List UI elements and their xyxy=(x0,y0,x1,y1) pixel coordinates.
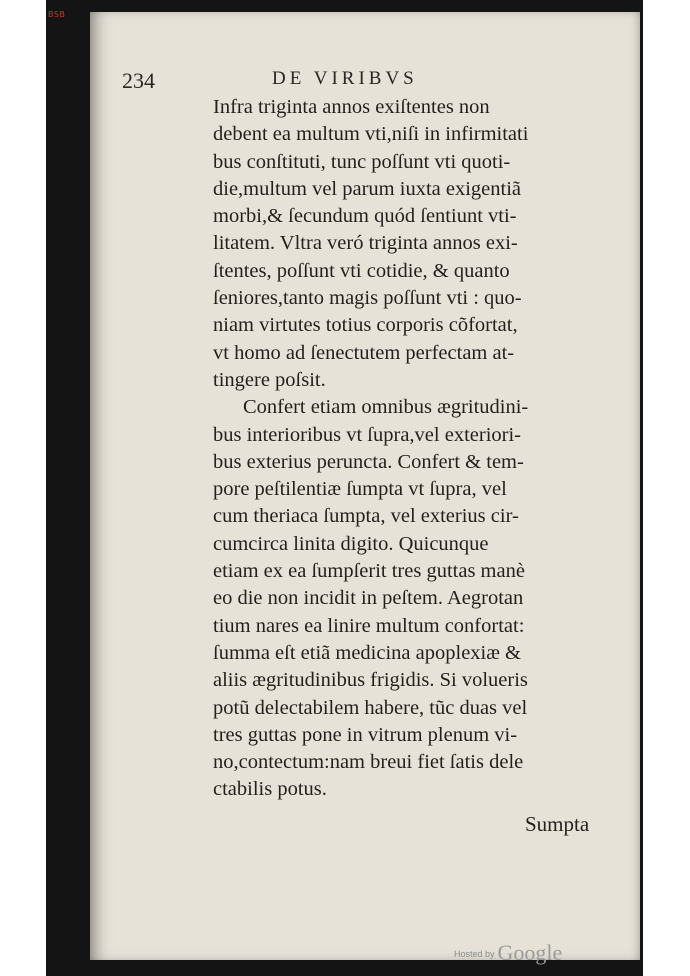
library-stamp: BSB xyxy=(48,10,66,19)
text-line: die,multum vel parum iuxta exigentiã xyxy=(213,177,521,200)
text-line: bus conſtituti, tunc poſſunt vti quoti- xyxy=(213,150,511,173)
running-title: DE VIRIBVS xyxy=(272,68,418,89)
running-head xyxy=(122,68,552,94)
text-line: vt homo ad ſenectutem perfectam at- xyxy=(213,341,515,364)
text-line: aliis ægritudinibus frigidis. Si volueris xyxy=(213,669,528,692)
text-line: cum theriaca ſumpta, vel exterius cir- xyxy=(213,505,519,528)
text-line: tingere poſsit. xyxy=(213,368,326,391)
text-line: ſeniores,tanto magis poſſunt vti : quo- xyxy=(213,287,522,310)
text-line: pore peſtilentiæ ſumpta vt ſupra, vel xyxy=(213,478,507,501)
text-line: debent ea multum vti,niſi in infirmitati xyxy=(213,123,529,146)
hosted-by-google xyxy=(454,940,562,966)
text-line: eo die non incidit in peſtem. Aegrotan xyxy=(213,587,524,610)
page-number: 234 xyxy=(122,68,155,93)
text-line: potũ delectabilem habere, tũc duas vel xyxy=(213,696,528,719)
body-text xyxy=(213,94,617,804)
text-line: no,contectum:nam breui fiet ſatis dele xyxy=(213,751,524,774)
text-line: bus exterius peruncta. Confert & tem- xyxy=(213,450,524,473)
text-line: litatem. Vltra veró triginta annos exi- xyxy=(213,232,518,255)
catchword: Sumpta xyxy=(525,812,590,836)
text-line: Infra triginta annos exiſtentes non xyxy=(213,96,490,118)
text-line: ſtentes, poſſunt vti cotidie, & quanto xyxy=(213,259,510,282)
text-line: Confert etiam omnibus ægritudini- xyxy=(243,396,529,419)
text-line: ſumma eſt etiã medicina apoplexiæ & xyxy=(213,641,521,664)
text-line: niam virtutes totius corporis cõfortat, xyxy=(213,314,518,337)
text-line: etiam ex ea ſumpſerit tres guttas manè xyxy=(213,560,525,583)
text-line: tres guttas pone in vitrum plenum vi- xyxy=(213,723,518,746)
text-line: ctabilis potus. xyxy=(213,778,327,801)
text-line: bus interioribus vt ſupra,vel exteriori- xyxy=(213,423,521,446)
text-line: morbi,& ſecundum quód ſentiunt vti- xyxy=(213,205,517,228)
google-logo: Google xyxy=(497,940,563,965)
hosted-by-label: Hosted by xyxy=(454,949,495,959)
text-line: cumcirca linita digito. Quicunque xyxy=(213,532,489,555)
text-line: tium nares ea linire multum confortat: xyxy=(213,614,525,637)
